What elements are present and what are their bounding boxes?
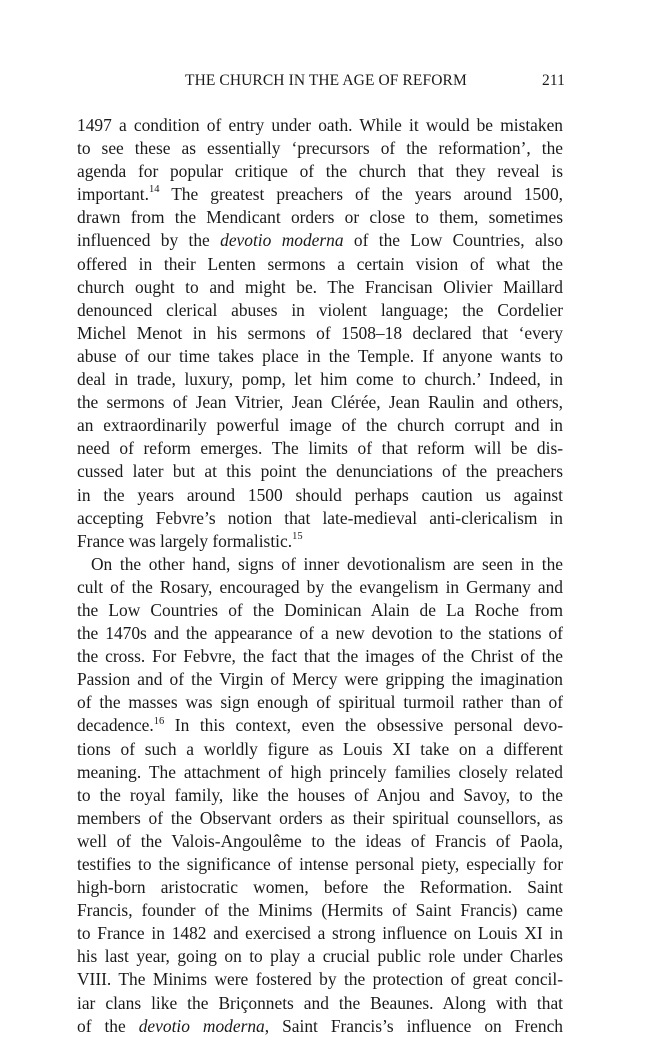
line-text: accepting Febvre’s notion that late-medieval anti-clericalism in	[77, 507, 563, 528]
line-text: an extraordinarily powerful image of the church corrupt and in	[77, 415, 563, 436]
line-text: In this context, even the obsessive personal devo-	[164, 715, 563, 736]
line-text: France was largely formalistic.	[77, 530, 293, 551]
page-number: 211	[542, 72, 565, 89]
line-text: the cross. For Febvre, the fact that the images of the Christ of the	[77, 646, 563, 667]
line-text: agenda for popular critique of the church that they reveal is	[77, 161, 563, 182]
text-line	[77, 599, 563, 622]
line-text: of the masses was sign enough of spiritual turmoil rather than of	[77, 692, 563, 713]
line-text: On the other hand, signs of inner devotionalism are seen in the	[91, 553, 563, 574]
text-line	[77, 668, 563, 691]
text-line	[77, 368, 563, 391]
text-line	[77, 853, 563, 876]
line-text: important.	[77, 184, 149, 205]
line-text: Francis, founder of the Minims (Hermits of Saint Francis) came	[77, 900, 563, 921]
text-line	[77, 160, 563, 183]
line-text: the 1470s and the appearance of a new devotion to the stations of	[77, 623, 563, 644]
text-line	[77, 229, 563, 252]
text-line	[77, 738, 563, 761]
text-line	[77, 761, 563, 784]
line-text: The greatest preachers of the years around 1500,	[159, 184, 563, 205]
text-line	[77, 299, 563, 322]
line-text: need of reform emerges. The limits of that reform will be dis-	[77, 438, 563, 459]
text-line	[77, 714, 563, 737]
line-text: to see these as essentially ‘precursors of the reformation’, the	[77, 138, 563, 159]
line-text: Michel Menot in his sermons of 1508–18 declared that ‘every	[77, 322, 563, 343]
text-line	[77, 830, 563, 853]
line-text: , Saint Francis’s influence on French	[264, 1015, 563, 1036]
line-text: the sermons of Jean Vitrier, Jean Clérée, Jean Raulin and others,	[77, 392, 563, 413]
line-text: cult of the Rosary, encouraged by the evangelism in Germany and	[77, 576, 563, 597]
text-line	[77, 206, 563, 229]
text-line	[77, 530, 563, 553]
text-line	[77, 945, 563, 968]
line-text: influenced by the	[77, 230, 221, 251]
footnote-ref: 14	[148, 184, 160, 196]
line-text: church ought to and might be. The Francisan Olivier Maillard	[77, 276, 563, 297]
line-text: his last year, going on to play a crucial public role under Charles	[77, 946, 563, 967]
line-text: deal in trade, luxury, pomp, let him come to church.’ Indeed, in	[77, 369, 563, 390]
line-text: tions of such a worldly figure as Louis XI take on a different	[77, 738, 563, 759]
text-line	[77, 922, 563, 945]
text-line	[77, 876, 563, 899]
text-line	[77, 645, 563, 668]
text-line	[77, 784, 563, 807]
line-text: well of the Valois-Angoulême to the ideas of Francis of Paola,	[77, 830, 563, 851]
text-line	[77, 114, 563, 137]
line-text: of the	[77, 1015, 139, 1036]
line-text: denounced clerical abuses in violent language; the Cordelier	[77, 299, 563, 320]
text-line	[77, 622, 563, 645]
line-text: abuse of our time takes place in the Temple. If anyone wants to	[77, 345, 563, 366]
text-line	[77, 437, 563, 460]
footnote-ref: 15	[292, 530, 303, 542]
text-line	[77, 507, 563, 530]
line-text: Passion and of the Virgin of Mercy were gripping the imagination	[77, 669, 563, 690]
text-line	[77, 484, 563, 507]
text-line	[77, 253, 563, 276]
text-line	[77, 899, 563, 922]
italic-term: devotio moderna	[138, 1015, 265, 1036]
italic-term: devotio moderna	[220, 230, 344, 251]
text-line	[77, 345, 563, 368]
text-line	[77, 276, 563, 299]
line-text: the Low Countries of the Dominican Alain de La Roche from	[77, 599, 563, 620]
text-line	[77, 1015, 563, 1038]
line-text: to France in 1482 and exercised a strong influence on Louis XI in	[77, 923, 563, 944]
line-text: offered in their Lenten sermons a certain vision of what the	[77, 253, 563, 274]
line-text: high-born aristocratic women, before the Reformation. Saint	[77, 877, 563, 898]
line-text: VIII. The Minims were fostered by the protection of great concil-	[77, 969, 563, 990]
text-line	[77, 414, 563, 437]
text-line	[77, 992, 563, 1015]
line-text: cussed later but at this point the denunciations of the preachers	[77, 461, 563, 482]
running-head	[185, 72, 565, 96]
footnote-ref: 16	[153, 715, 165, 727]
line-text: 1497 a condition of entry under oath. While it would be mistaken	[77, 115, 563, 135]
line-text: decadence.	[77, 715, 154, 736]
text-line	[77, 576, 563, 599]
text-line	[77, 322, 563, 345]
text-line	[77, 691, 563, 714]
running-title: THE CHURCH IN THE AGE OF REFORM	[185, 72, 467, 89]
text-line	[77, 183, 563, 206]
line-text: testifies to the significance of intense personal piety, especially for	[77, 854, 563, 874]
text-line	[77, 460, 563, 483]
line-text: to the royal family, like the houses of Anjou and Savoy, to the	[77, 784, 563, 805]
text-line	[77, 391, 563, 414]
line-text: meaning. The attachment of high princely families closely related	[77, 761, 563, 782]
text-line	[77, 807, 563, 830]
line-text: drawn from the Mendicant orders or close to them, sometimes	[77, 207, 563, 228]
text-line	[77, 968, 563, 991]
text-line	[77, 137, 563, 160]
line-text: of the Low Countries, also	[343, 230, 563, 251]
text-line	[77, 553, 563, 576]
line-text: in the years around 1500 should perhaps caution us against	[77, 484, 563, 505]
line-text: iar clans like the Briçonnets and the Beaunes. Along with that	[77, 992, 563, 1013]
line-text: members of the Observant orders as their spiritual counsellors, as	[77, 807, 563, 828]
body-text	[77, 114, 563, 1038]
